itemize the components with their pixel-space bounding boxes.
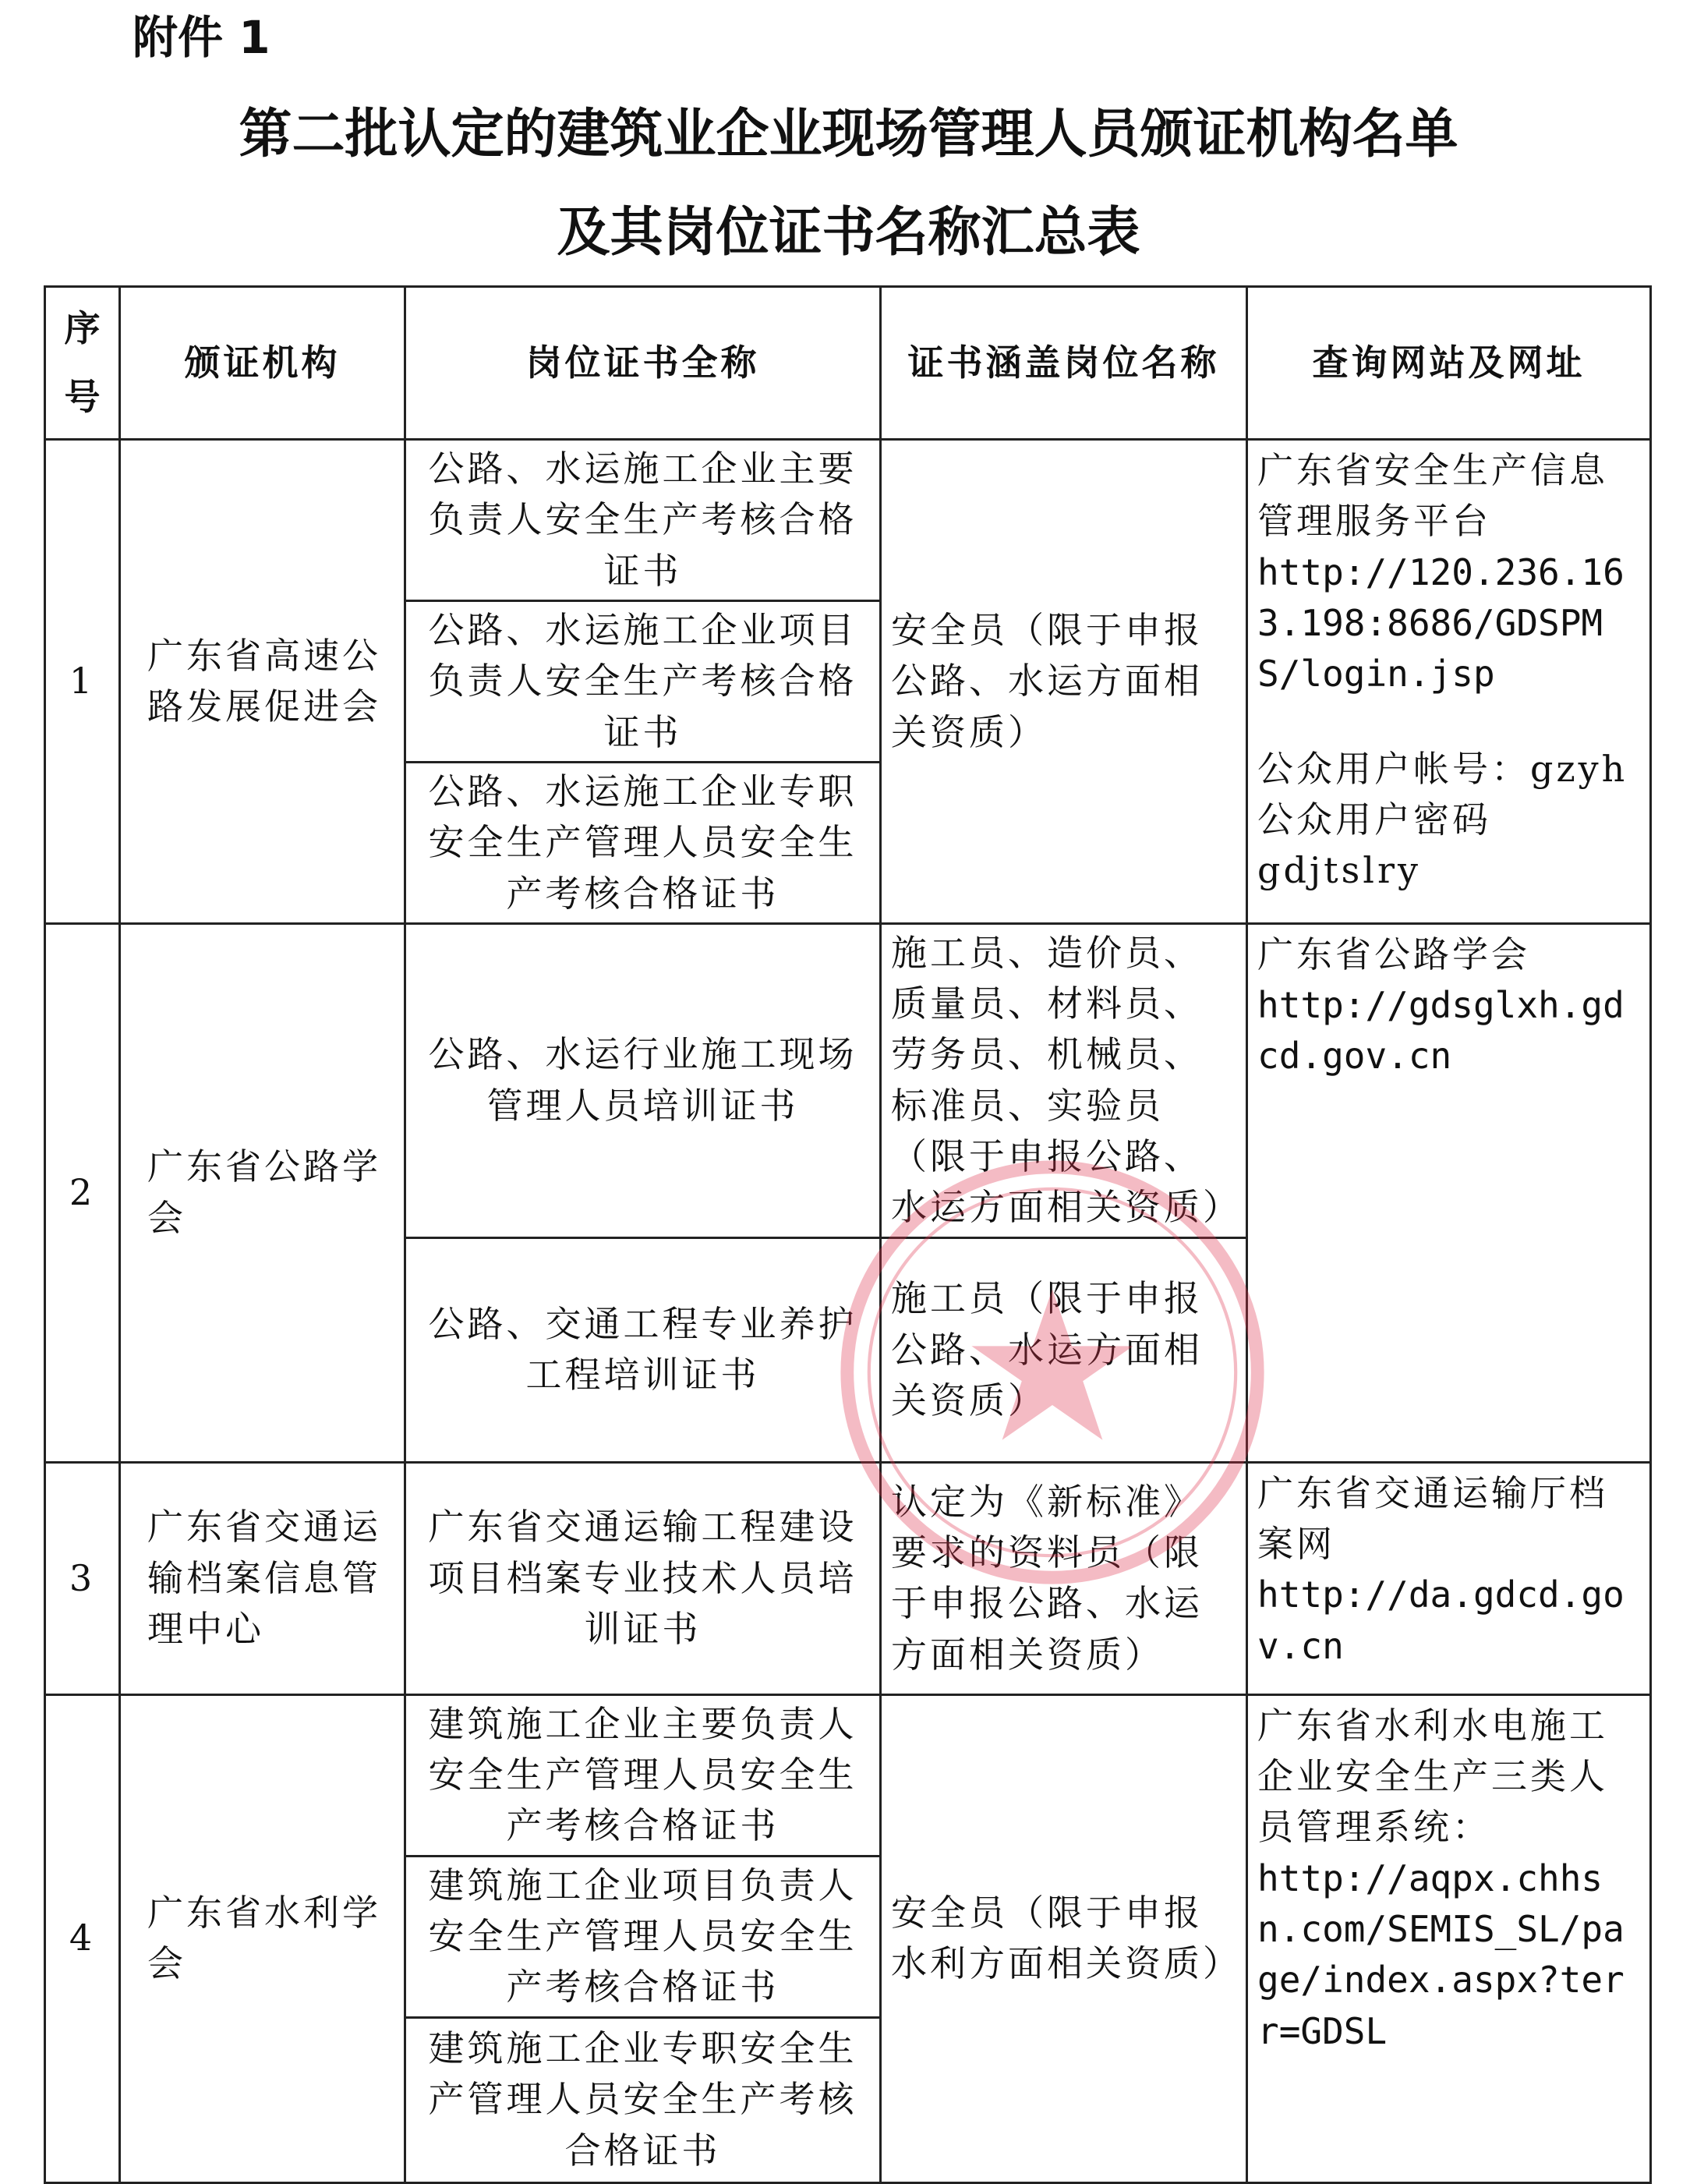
site-name: 广东省交通运输厅档案网 (1257, 1471, 1608, 1565)
attachment-label: 附件 1 (133, 11, 270, 64)
table-row (45, 440, 1651, 601)
query-site (1247, 1694, 1651, 2182)
cert-name: 公路、交通工程专业养护工程培训证书 (405, 1237, 881, 1462)
header-no: 序号 (45, 287, 120, 440)
public-account: 公众用户帐号：gzyh (1257, 747, 1628, 790)
header-org: 颁证机构 (120, 287, 405, 440)
issuing-org: 广东省交通运输档案信息管理中心 (120, 1462, 405, 1694)
issuing-org: 广东省公路学会 (120, 923, 405, 1462)
public-password-label: 公众用户密码 (1257, 798, 1491, 841)
query-site (1247, 923, 1651, 1462)
row-number: 3 (45, 1462, 120, 1694)
table-row (45, 1462, 1651, 1694)
query-site (1247, 440, 1651, 924)
covered-positions: 安全员（限于申报水利方面相关资质） (881, 1694, 1247, 2182)
covered-positions: 认定为《新标准》要求的资料员（限于申报公路、水运方面相关资质） (881, 1462, 1247, 1694)
cert-name: 公路、水运施工企业项目负责人安全生产考核合格证书 (405, 600, 881, 762)
covered-positions: 安全员（限于申报公路、水运方面相关资质） (881, 440, 1247, 924)
document-title-line2: 及其岗位证书名称汇总表 (557, 202, 1140, 264)
public-password: gdjtslry (1257, 849, 1421, 892)
header-cert-full-name: 岗位证书全称 (405, 287, 881, 440)
certificate-table (44, 285, 1652, 2184)
cert-name: 广东省交通运输工程建设项目档案专业技术人员培训证书 (405, 1462, 881, 1694)
cert-name: 公路、水运施工企业主要负责人安全生产考核合格证书 (405, 440, 881, 601)
table-row (45, 923, 1651, 1237)
site-url[interactable]: http://aqpx.chhsn.com/SEMIS_SL/page/index.aspx?terr=GDSL (1257, 1857, 1625, 2052)
row-number: 4 (45, 1694, 120, 2182)
cert-name: 建筑施工企业主要负责人安全生产管理人员安全生产考核合格证书 (405, 1694, 881, 1856)
cert-name: 公路、水运行业施工现场管理人员培训证书 (405, 923, 881, 1237)
query-site (1247, 1462, 1651, 1694)
header-covered-positions: 证书涵盖岗位名称 (881, 287, 1247, 440)
issuing-org: 广东省高速公路发展促进会 (120, 440, 405, 924)
row-number: 1 (45, 440, 120, 924)
cert-name: 建筑施工企业项目负责人安全生产管理人员安全生产考核合格证书 (405, 1856, 881, 2017)
covered-positions: 施工员、造价员、质量员、材料员、劳务员、机械员、标准员、实验员（限于申报公路、水运方面相关资质） (881, 923, 1247, 1237)
site-name: 广东省水利水电施工企业安全生产三类人员管理系统： (1257, 1704, 1608, 1849)
site-url[interactable]: http://120.236.163.198:8686/GDSPMS/login.jsp (1257, 550, 1625, 696)
cert-name: 公路、水运施工企业专职安全生产管理人员安全生产考核合格证书 (405, 762, 881, 923)
table-header-row (45, 287, 1651, 440)
issuing-org: 广东省水利学会 (120, 1694, 405, 2182)
document-title-line1: 第二批认定的建筑业企业现场管理人员颁证机构名单 (239, 104, 1458, 165)
row-number: 2 (45, 923, 120, 1462)
table-row (45, 1694, 1651, 1856)
site-url[interactable]: http://gdsglxh.gdcd.gov.cn (1257, 984, 1625, 1078)
covered-positions: 施工员（限于申报公路、水运方面相关资质） (881, 1237, 1247, 1462)
site-name: 广东省安全生产信息管理服务平台 (1257, 449, 1608, 543)
site-name: 广东省公路学会 (1257, 933, 1530, 975)
site-url[interactable]: http://da.gdcd.gov.cn (1257, 1573, 1625, 1667)
cert-name: 建筑施工企业专职安全生产管理人员安全生产考核合格证书 (405, 2017, 881, 2182)
header-query-site: 查询网站及网址 (1247, 287, 1651, 440)
